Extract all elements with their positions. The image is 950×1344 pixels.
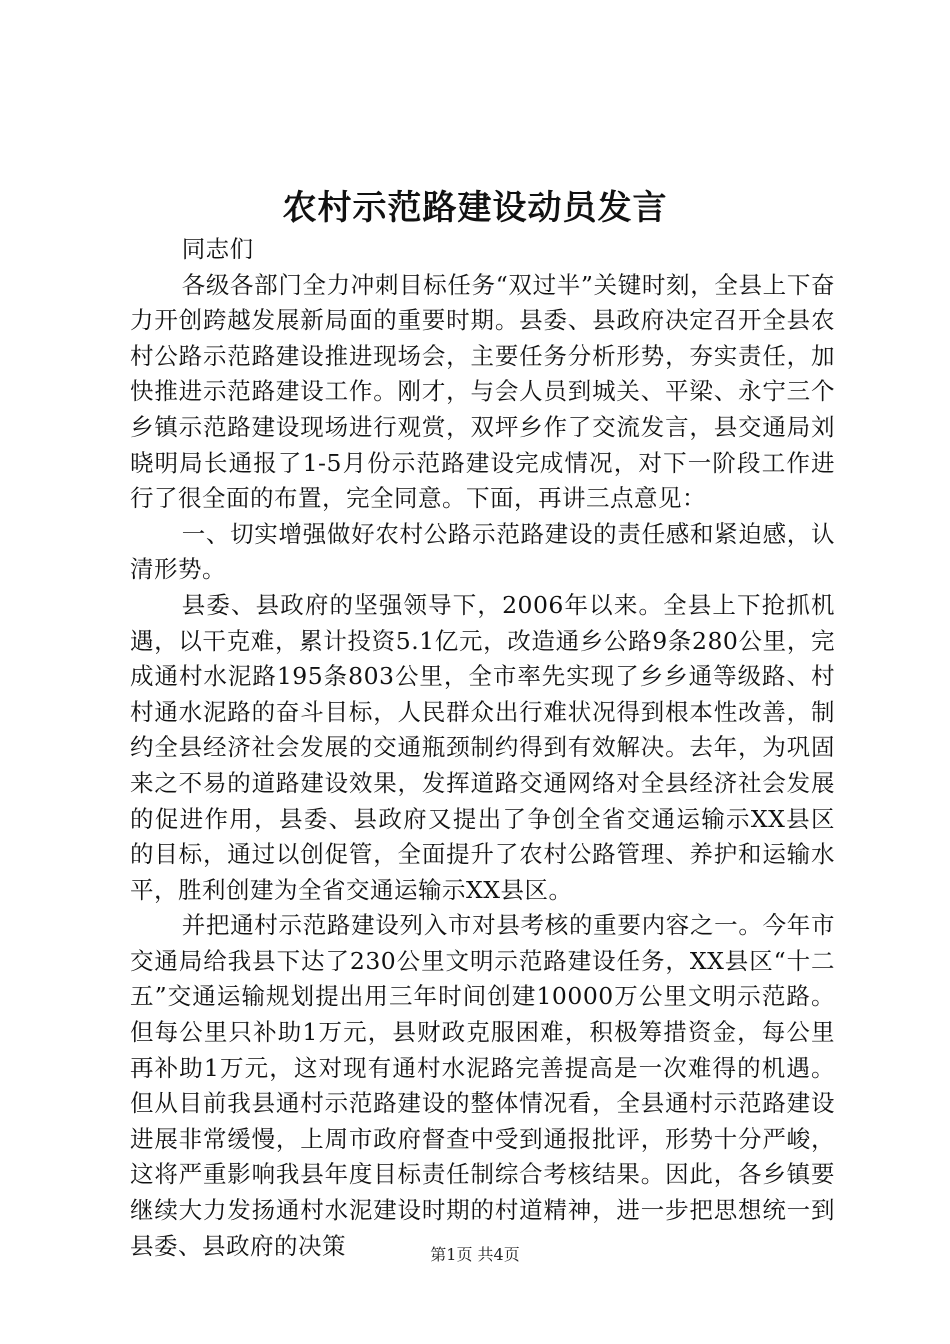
paragraph: 县委、县政府的坚强领导下，2006年以来。全县上下抢抓机遇，以干克难，累计投资5.1亿元，改造通乡公路9条280公里，完成通村水泥路195条803公里，全市率先实现了乡乡通等级路、村村通水泥路的奋斗目标，人民群众出行难状况得到根本性改善，制约全县经济社会发展的交通瓶颈制约得到有效解决。去年，为巩固来之不易的道路建设效果，发挥道路交通网络对全县经济社会发展的促进作用，县委、县政府又提出了争创全省交通运输示XX县区的目标，通过以创促管，全面提升了农村公路管理、养护和运输水平，胜利创建为全省交通运输示XX县区。 [130,590,835,904]
paragraph: 并把通村示范路建设列入市对县考核的重要内容之一。今年市交通局给我县下达了230公里文明示范路建设任务，XX县区“十二五”交通运输规划提出用三年时间创建10000万公里文明示范路。但每公里只补助1万元，县财政克服困难，积极筹措资金，每公里再补助1万元，这对现有通村水泥路完善提高是一次难得的机遇。但从目前我县通村示范路建设的整体情况看，全县通村示范路建设进展非常缓慢，上周市政府督查中受到通报批评，形势十分严峻，这将严重影响我县年度目标责任制综合考核结果。因此，各乡镇要继续大力发扬通村水泥建设时期的村道精神，进一步把思想统一到县委、县政府的决策 [130,911,835,1260]
document-title: 农村示范路建设动员发言 [282,188,668,228]
salutation: 同志们 [181,235,254,263]
paragraph: 各级各部门全力冲刺目标任务“双过半”关键时刻，全县上下奋力开创跨越发展新局面的重要时期。县委、县政府决定召开全县农村公路示范路建设推进现场会，主要任务分析形势，夯实责任，加快推进示范路建设工作。刚才，与会人员到城关、平梁、永宁三个乡镇示范路建设现场进行观赏，双坪乡作了交流发言，县交通局刘晓明局长通报了1-5月份示范路建设完成情况，对下一阶段工作进行了很全面的布置，完全同意。下面，再讲三点意见： [130,270,835,513]
paragraph: 一、切实增强做好农村公路示范路建设的责任感和紧迫感，认清形势。 [130,519,835,584]
page-number: 第1页 共4页 [430,1245,520,1264]
document-body [130,232,835,1264]
